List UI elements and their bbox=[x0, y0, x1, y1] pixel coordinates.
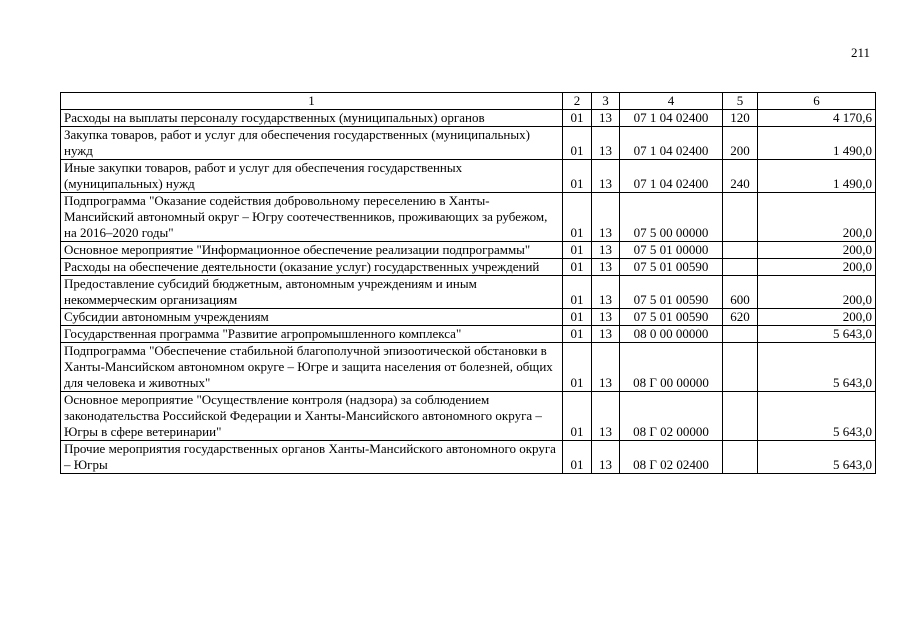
section-cell: 01 bbox=[563, 259, 592, 276]
amount-cell: 4 170,6 bbox=[758, 110, 876, 127]
row-name-cell: Расходы на выплаты персоналу государственных (муниципальных) органов bbox=[61, 110, 563, 127]
target-article-cell: 08 Г 00 00000 bbox=[620, 343, 723, 392]
table-row bbox=[61, 127, 876, 160]
expense-type-cell: 620 bbox=[723, 309, 758, 326]
expense-type-cell: 240 bbox=[723, 160, 758, 193]
col-header-1: 1 bbox=[61, 93, 563, 110]
subsection-cell: 13 bbox=[592, 392, 620, 441]
expense-type-cell: 120 bbox=[723, 110, 758, 127]
amount-cell: 200,0 bbox=[758, 276, 876, 309]
section-cell: 01 bbox=[563, 326, 592, 343]
section-cell: 01 bbox=[563, 110, 592, 127]
col-header-5: 5 bbox=[723, 93, 758, 110]
table-row bbox=[61, 193, 876, 242]
row-name-cell: Основное мероприятие "Информационное обеспечение реализации подпрограммы" bbox=[61, 242, 563, 259]
expense-type-cell bbox=[723, 326, 758, 343]
row-name-cell: Основное мероприятие "Осуществление контроля (надзора) за соблюдением законодательства Российской Федерации и Ханты-Мансийского автономного округа – Югры в сфере ветеринарии" bbox=[61, 392, 563, 441]
target-article-cell: 08 Г 02 00000 bbox=[620, 392, 723, 441]
target-article-cell: 07 5 01 00590 bbox=[620, 259, 723, 276]
row-name-cell: Закупка товаров, работ и услуг для обеспечения государственных (муниципальных) нужд bbox=[61, 127, 563, 160]
target-article-cell: 07 5 01 00590 bbox=[620, 276, 723, 309]
col-header-3: 3 bbox=[592, 93, 620, 110]
row-name-cell: Иные закупки товаров, работ и услуг для обеспечения государственных (муниципальных) нужд bbox=[61, 160, 563, 193]
amount-cell: 1 490,0 bbox=[758, 160, 876, 193]
page-number: 211 bbox=[850, 45, 870, 60]
section-cell: 01 bbox=[563, 193, 592, 242]
table-row bbox=[61, 242, 876, 259]
col-header-4: 4 bbox=[620, 93, 723, 110]
subsection-cell: 13 bbox=[592, 326, 620, 343]
amount-cell: 1 490,0 bbox=[758, 127, 876, 160]
col-header-6: 6 bbox=[758, 93, 876, 110]
target-article-cell: 07 5 01 00590 bbox=[620, 309, 723, 326]
table-row bbox=[61, 160, 876, 193]
subsection-cell: 13 bbox=[592, 259, 620, 276]
section-cell: 01 bbox=[563, 160, 592, 193]
target-article-cell: 08 0 00 00000 bbox=[620, 326, 723, 343]
amount-cell: 5 643,0 bbox=[758, 326, 876, 343]
section-cell: 01 bbox=[563, 309, 592, 326]
table-row bbox=[61, 326, 876, 343]
table-row bbox=[61, 110, 876, 127]
table-row bbox=[61, 276, 876, 309]
table-header-row bbox=[61, 93, 876, 110]
section-cell: 01 bbox=[563, 242, 592, 259]
table-row bbox=[61, 392, 876, 441]
section-cell: 01 bbox=[563, 127, 592, 160]
amount-cell: 200,0 bbox=[758, 193, 876, 242]
col-header-2: 2 bbox=[563, 93, 592, 110]
section-cell: 01 bbox=[563, 392, 592, 441]
subsection-cell: 13 bbox=[592, 343, 620, 392]
section-cell: 01 bbox=[563, 276, 592, 309]
expense-type-cell bbox=[723, 441, 758, 474]
target-article-cell: 07 5 00 00000 bbox=[620, 193, 723, 242]
subsection-cell: 13 bbox=[592, 110, 620, 127]
target-article-cell: 08 Г 02 02400 bbox=[620, 441, 723, 474]
subsection-cell: 13 bbox=[592, 276, 620, 309]
subsection-cell: 13 bbox=[592, 160, 620, 193]
target-article-cell: 07 1 04 02400 bbox=[620, 160, 723, 193]
target-article-cell: 07 1 04 02400 bbox=[620, 127, 723, 160]
amount-cell: 200,0 bbox=[758, 242, 876, 259]
amount-cell: 5 643,0 bbox=[758, 441, 876, 474]
amount-cell: 5 643,0 bbox=[758, 392, 876, 441]
subsection-cell: 13 bbox=[592, 441, 620, 474]
amount-cell: 5 643,0 bbox=[758, 343, 876, 392]
row-name-cell: Подпрограмма "Оказание содействия добровольному переселению в Ханты-Мансийский автономный округ – Югру соотечественников, проживающих за рубежом, на 2016–2020 годы" bbox=[61, 193, 563, 242]
table-row bbox=[61, 309, 876, 326]
expense-type-cell bbox=[723, 242, 758, 259]
section-cell: 01 bbox=[563, 343, 592, 392]
target-article-cell: 07 1 04 02400 bbox=[620, 110, 723, 127]
target-article-cell: 07 5 01 00000 bbox=[620, 242, 723, 259]
expense-type-cell bbox=[723, 193, 758, 242]
expense-type-cell bbox=[723, 392, 758, 441]
table-row bbox=[61, 259, 876, 276]
expense-type-cell bbox=[723, 343, 758, 392]
table-row bbox=[61, 343, 876, 392]
expense-type-cell bbox=[723, 259, 758, 276]
section-cell: 01 bbox=[563, 441, 592, 474]
expense-type-cell: 600 bbox=[723, 276, 758, 309]
amount-cell: 200,0 bbox=[758, 259, 876, 276]
subsection-cell: 13 bbox=[592, 127, 620, 160]
expense-type-cell: 200 bbox=[723, 127, 758, 160]
row-name-cell: Расходы на обеспечение деятельности (оказание услуг) государственных учреждений bbox=[61, 259, 563, 276]
budget-table bbox=[60, 92, 876, 474]
table-row bbox=[61, 441, 876, 474]
row-name-cell: Прочие мероприятия государственных органов Ханты-Мансийского автономного округа – Югры bbox=[61, 441, 563, 474]
amount-cell: 200,0 bbox=[758, 309, 876, 326]
row-name-cell: Субсидии автономным учреждениям bbox=[61, 309, 563, 326]
row-name-cell: Подпрограмма "Обеспечение стабильной благополучной эпизоотической обстановки в Ханты-Мансийском автономном округе – Югре и защита населения от болезней, общих для человека и животных" bbox=[61, 343, 563, 392]
row-name-cell: Предоставление субсидий бюджетным, автономным учреждениям и иным некоммерческим организациям bbox=[61, 276, 563, 309]
subsection-cell: 13 bbox=[592, 309, 620, 326]
subsection-cell: 13 bbox=[592, 242, 620, 259]
subsection-cell: 13 bbox=[592, 193, 620, 242]
row-name-cell: Государственная программа "Развитие агропромышленного комплекса" bbox=[61, 326, 563, 343]
